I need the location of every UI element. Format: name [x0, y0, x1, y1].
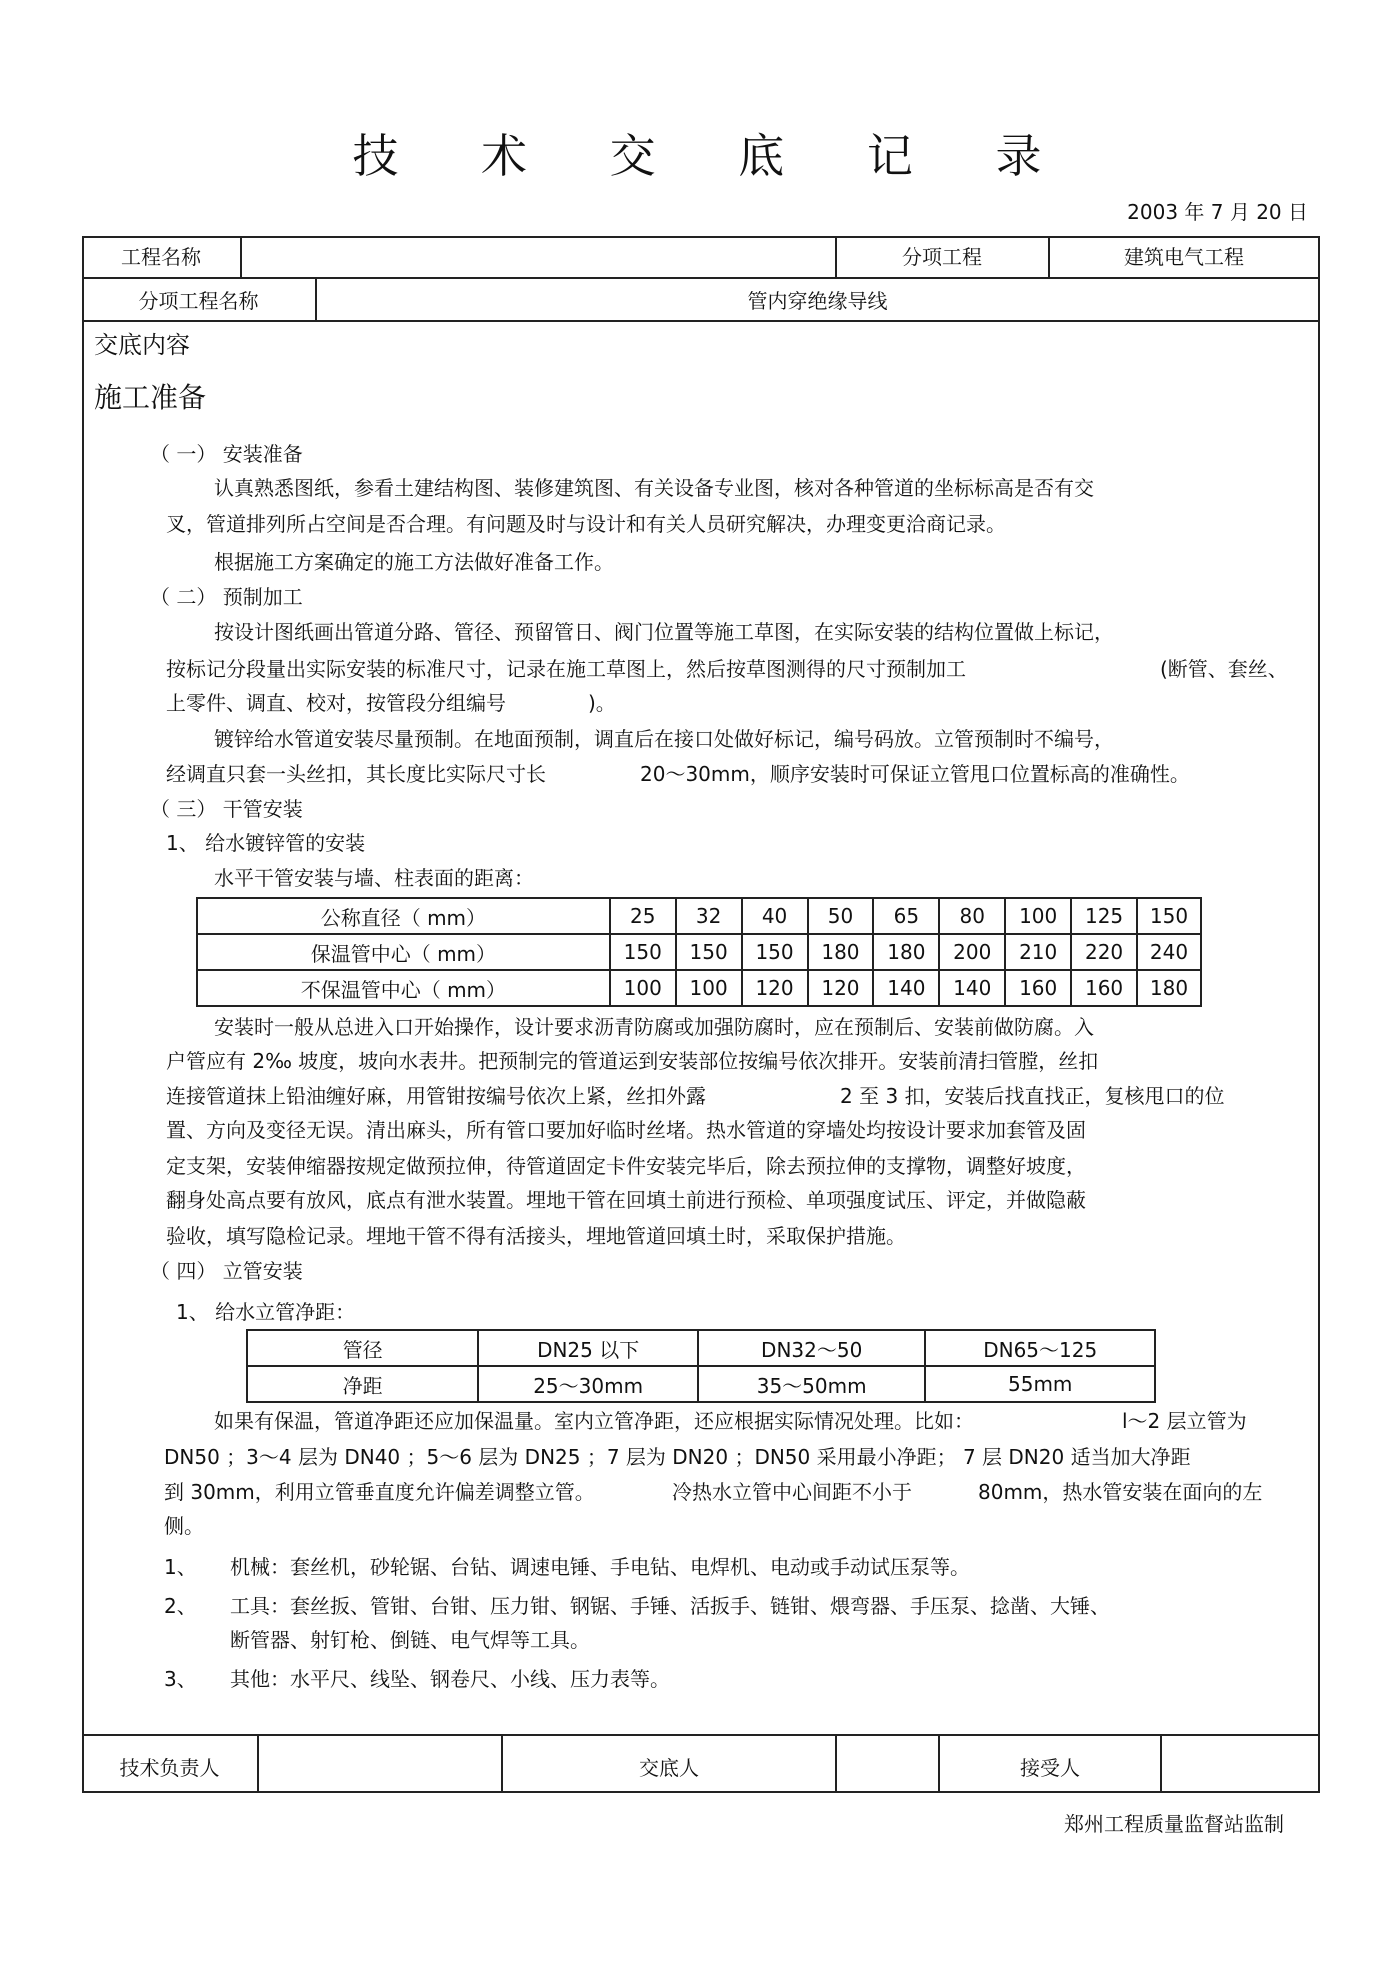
table-row [197, 970, 1201, 1006]
sub-project-label: 分项工程 [902, 245, 982, 269]
table-row [197, 898, 1201, 934]
table-cell: 160 [1005, 970, 1071, 1006]
sub-project-name-value[interactable]: 管内穿绝缘导线 [747, 289, 888, 313]
table-row-label: 公称直径（ mm） [197, 898, 610, 934]
paragraph: (断管、套丝、 [1160, 657, 1288, 681]
paragraph: 验收，填写隐检记录。埋地干管不得有活接头，埋地管道回填土时，采取保护措施。 [166, 1224, 906, 1248]
document-date: 2003 年 7 月 20 日 [1127, 200, 1308, 224]
paragraph: 按设计图纸画出管道分路、管径、预留管日、阀门位置等施工草图，在实际安装的结构位置做上标记， [214, 620, 1114, 644]
document-title: 技 术 交 底 记 录 [352, 129, 1076, 183]
table-cell: 125 [1071, 898, 1137, 934]
table-cell: 净距 [247, 1366, 478, 1402]
paragraph: DN50 ；3～4 层为 DN40 ；5～6 层为 DN25 ；7 层为 DN20 ；DN50 采用最小净距； 7 层 DN20 适当加大净距 [164, 1445, 1191, 1469]
table-cell: 180 [873, 934, 939, 970]
row-divider [82, 1734, 1320, 1736]
paragraph: 20～30mm，顺序安装时可保证立管甩口位置标高的准确性。 [640, 762, 1190, 786]
table-cell: 65 [873, 898, 939, 934]
table-cell: 40 [742, 898, 808, 934]
paragraph: 侧。 [164, 1514, 204, 1538]
subheading: 1、 给水镀锌管的安装 [166, 831, 366, 855]
table-row-label: 不保温管中心（ mm） [197, 970, 610, 1006]
list-item-number: 1、 [164, 1555, 197, 1579]
receiver-label: 接受人 [1020, 1756, 1080, 1780]
table-cell: 160 [1071, 970, 1137, 1006]
row-divider [82, 277, 1320, 279]
table-cell: 32 [676, 898, 742, 934]
paragraph: 认真熟悉图纸，参看土建结构图、装修建筑图、有关设备专业图，核对各种管道的坐标标高是否有交 [214, 476, 1094, 500]
table-cell: 150 [1137, 898, 1201, 934]
table-cell: 140 [873, 970, 939, 1006]
section-4-heading: （ 四） 立管安装 [150, 1259, 303, 1283]
paragraph: 经调直只套一头丝扣，其长度比实际尺寸长 [166, 762, 546, 786]
tech-lead-label: 技术负责人 [119, 1756, 220, 1780]
table-cell: 180 [1137, 970, 1201, 1006]
paragraph: 定支架，安装伸缩器按规定做预拉伸，待管道固定卡件安装完毕后，除去预拉伸的支撑物，调整好坡度， [166, 1154, 1086, 1178]
table-cell: 55mm [925, 1366, 1155, 1402]
table-cell: DN65～125 [925, 1330, 1155, 1366]
table-cell: 80 [939, 898, 1005, 934]
table-cell: 25 [610, 898, 676, 934]
table-cell: 100 [610, 970, 676, 1006]
list-item: 其他：水平尺、线坠、钢卷尺、小线、压力表等。 [230, 1667, 670, 1691]
paragraph: 镀锌给水管道安装尽量预制。在地面预制，调直后在接口处做好标记，编号码放。立管预制时不编号， [214, 727, 1114, 751]
paragraph: 户管应有 2‰ 坡度，坡向水表井。把预制完的管道运到安装部位按编号依次排开。安装前清扫管膛，丝扣 [166, 1049, 1099, 1073]
sub-project-name-label: 分项工程名称 [138, 289, 259, 313]
table-cell: 120 [808, 970, 874, 1006]
table-cell: 管径 [247, 1330, 478, 1366]
table-cell: 150 [676, 934, 742, 970]
paragraph: 到 30mm，利用立管垂直度允许偏差调整立管。 [164, 1480, 595, 1504]
section-1-heading: （ 一） 安装准备 [150, 442, 303, 466]
riser-clearance-table [246, 1329, 1156, 1403]
table-cell: 150 [610, 934, 676, 970]
paragraph: 翻身处高点要有放风，底点有泄水装置。埋地干管在回填土前进行预检、单项强度试压、评定，并做隐蔽 [166, 1188, 1086, 1212]
paragraph: 冷热水立管中心间距不小于 [672, 1480, 912, 1504]
table-cell: 100 [1005, 898, 1071, 934]
section-title: 施工准备 [94, 381, 207, 414]
col-divider [1160, 1734, 1162, 1792]
table-cell: 150 [742, 934, 808, 970]
paragraph: 安装时一般从总进入口开始操作，设计要求沥青防腐或加强防腐时，应在预制后、安装前做防腐。入 [214, 1015, 1094, 1039]
table-row-label: 保温管中心（ mm） [197, 934, 610, 970]
table-caption: 水平干管安装与墙、柱表面的距离： [214, 866, 534, 890]
content-label: 交底内容 [94, 331, 190, 359]
pipe-distance-table [196, 897, 1202, 1007]
list-item: 工具：套丝扳、管钳、台钳、压力钳、钢锯、手锤、活扳手、链钳、煨弯器、手压泵、捻凿、大锤、 [230, 1594, 1110, 1618]
paragraph: 按标记分段量出实际安装的标准尺寸，记录在施工草图上，然后按草图测得的尺寸预制加工 [166, 657, 966, 681]
paragraph: 2 至 3 扣，安装后找直找正，复核甩口的位 [840, 1084, 1225, 1108]
paragraph: l～2 层立管为 [1122, 1409, 1247, 1433]
table-cell: 50 [808, 898, 874, 934]
list-item-number: 2、 [164, 1594, 197, 1618]
presenter-label: 交底人 [639, 1756, 699, 1780]
col-divider [257, 1734, 259, 1792]
table-cell: DN32～50 [698, 1330, 926, 1366]
table-cell: 200 [939, 934, 1005, 970]
section-2-heading: （ 二） 预制加工 [150, 585, 303, 609]
table-cell: 210 [1005, 934, 1071, 970]
list-item: 机械：套丝机，砂轮锯、台钻、调速电锤、手电钻、电焊机、电动或手动试压泵等。 [230, 1555, 970, 1579]
table-cell: 100 [676, 970, 742, 1006]
subheading: 1、 给水立管净距： [176, 1300, 356, 1324]
table-cell: 35～50mm [698, 1366, 926, 1402]
paragraph: 上零件、调直、校对，按管段分组编号 [166, 691, 506, 715]
table-cell: 240 [1137, 934, 1201, 970]
paragraph: 连接管道抹上铅油缠好麻，用管钳按编号依次上紧，丝扣外露 [166, 1084, 706, 1108]
list-item: 断管器、射钉枪、倒链、电气焊等工具。 [230, 1628, 590, 1652]
footer-issuer: 郑州工程质量监督站监制 [1064, 1812, 1284, 1836]
table-cell: DN25 以下 [478, 1330, 698, 1366]
row-divider [82, 320, 1320, 322]
table-cell: 140 [939, 970, 1005, 1006]
table-cell: 25～30mm [478, 1366, 698, 1402]
table-row [197, 934, 1201, 970]
project-name-label: 工程名称 [121, 245, 201, 269]
table-cell: 220 [1071, 934, 1137, 970]
sub-project-value[interactable]: 建筑电气工程 [1124, 245, 1244, 269]
section-3-heading: （ 三） 干管安装 [150, 797, 303, 821]
table-cell: 180 [808, 934, 874, 970]
col-divider [835, 1734, 837, 1792]
paragraph: 根据施工方案确定的施工方法做好准备工作。 [214, 550, 614, 574]
table-cell: 120 [742, 970, 808, 1006]
paragraph: )。 [588, 691, 616, 715]
paragraph: 80mm，热水管安装在面向的左 [978, 1480, 1263, 1504]
paragraph: 叉，管道排列所占空间是否合理。有问题及时与设计和有关人员研究解决，办理变更洽商记录。 [166, 512, 1006, 536]
paragraph: 如果有保温，管道净距还应加保温量。室内立管净距，还应根据实际情况处理。比如： [214, 1409, 974, 1433]
list-item-number: 3、 [164, 1667, 197, 1691]
paragraph: 置、方向及变径无误。清出麻头，所有管口要加好临时丝堵。热水管道的穿墙处均按设计要求加套管及固 [166, 1118, 1086, 1142]
col-divider [240, 236, 242, 278]
